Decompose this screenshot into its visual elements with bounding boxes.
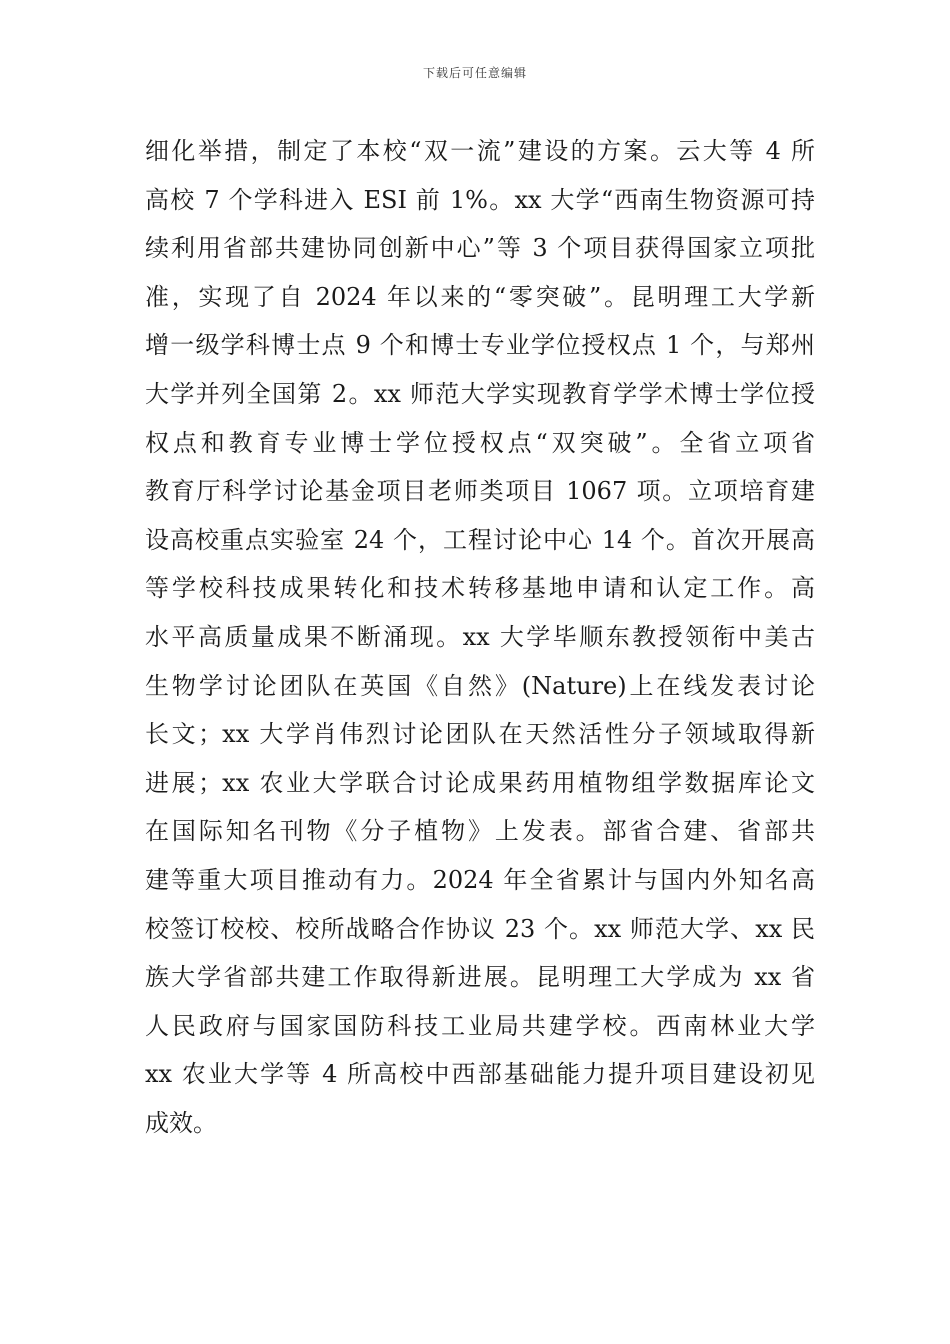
body-line: 水平高质量成果不断涌现。xx 大学毕顺东教授领衔中美古 <box>145 622 815 651</box>
body-line: 族大学省部共建工作取得新进展。昆明理工大学成为 xx 省 <box>145 963 815 992</box>
body-line: 细化举措，制定了本校“双一流”建设的方案。云大等 4 所 <box>145 137 815 165</box>
page-header: 下载后可任意编辑 <box>422 66 527 80</box>
body-line-last: 成效。 <box>145 1108 217 1137</box>
body-line: 准，实现了自 2024 年以来的“零突破”。昆明理工大学新 <box>145 282 815 311</box>
body-line: 等学校科技成果转化和技术转移基地申请和认定工作。高 <box>145 574 815 603</box>
body-line: xx 农业大学等 4 所高校中西部基础能力提升项目建设初见 <box>145 1060 815 1089</box>
body-line: 生物学讨论团队在英国《自然》(Nature)上在线发表讨论 <box>145 671 815 700</box>
body-line: 续利用省部共建协同创新中心”等 3 个项目获得国家立项批 <box>145 234 815 263</box>
document-body <box>145 127 815 1147</box>
body-line: 在国际知名刊物《分子植物》上发表。部省合建、省部共 <box>145 817 815 846</box>
body-line: 建等重大项目推动有力。2024 年全省累计与国内外知名高 <box>145 865 815 894</box>
body-line: 大学并列全国第 2。xx 师范大学实现教育学学术博士学位授 <box>145 379 815 408</box>
body-line: 设高校重点实验室 24 个，工程讨论中心 14 个。首次开展高 <box>145 525 815 554</box>
body-line: 高校 7 个学科进入 ESI 前 1%。xx 大学“西南生物资源可持 <box>145 185 815 214</box>
body-line: 长文；xx 大学肖伟烈讨论团队在天然活性分子领域取得新 <box>145 720 815 749</box>
body-line: 增一级学科博士点 9 个和博士专业学位授权点 1 个，与郑州 <box>145 331 815 360</box>
body-line: 人民政府与国家国防科技工业局共建学校。西南林业大学 <box>145 1011 815 1040</box>
body-line: 校签订校校、校所战略合作协议 23 个。xx 师范大学、xx 民 <box>145 914 815 943</box>
body-line: 权点和教育专业博士学位授权点“双突破”。全省立项省 <box>145 428 815 457</box>
body-line: 教育厅科学讨论基金项目老师类项目 1067 项。立项培育建 <box>145 477 815 506</box>
body-line: 进展；xx 农业大学联合讨论成果药用植物组学数据库论文 <box>145 768 815 797</box>
